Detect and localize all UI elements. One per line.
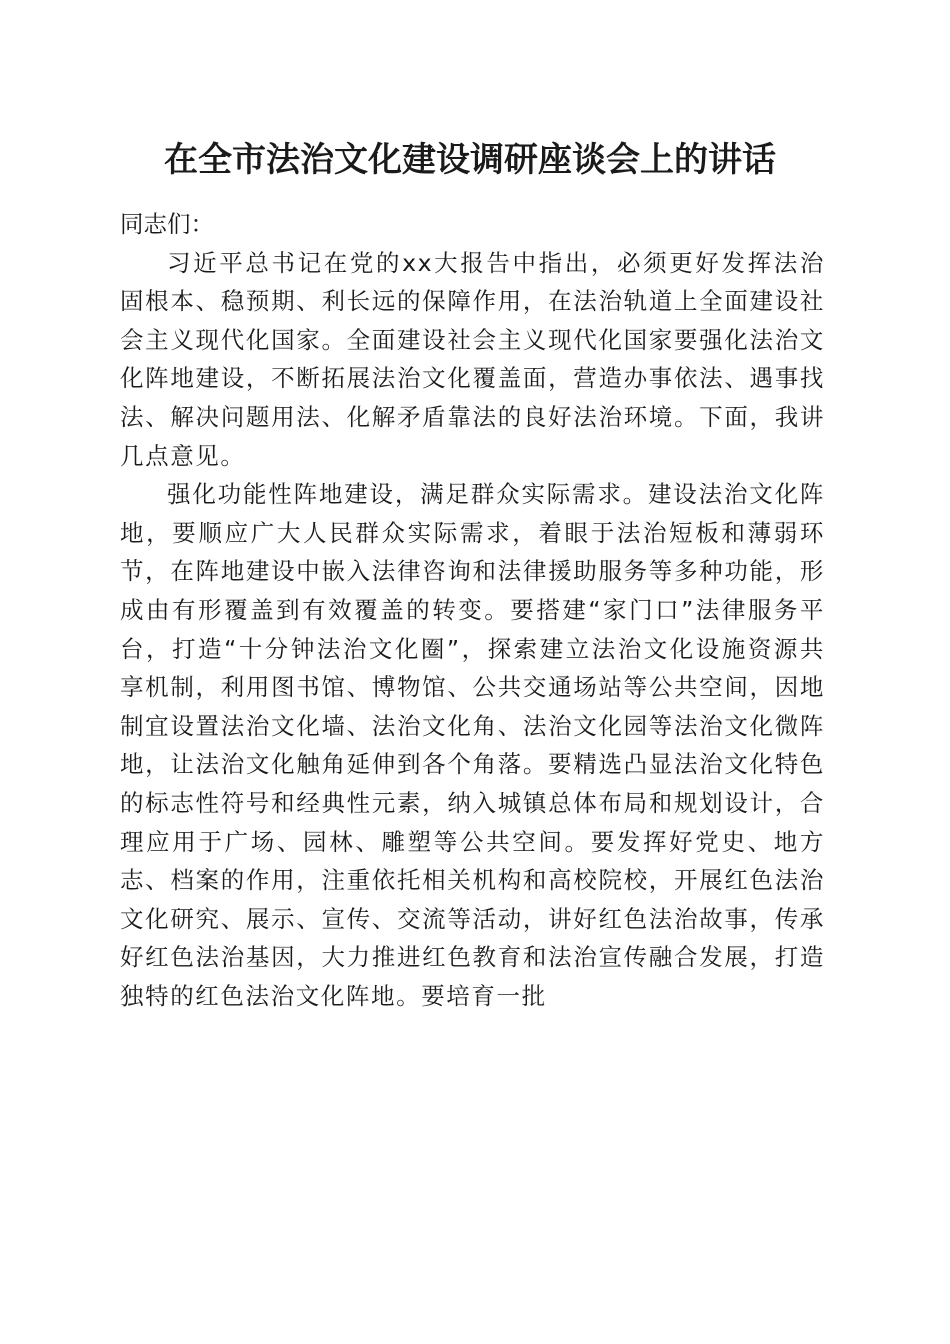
document-body xyxy=(120,205,825,1015)
salutation: 同志们： xyxy=(120,210,214,238)
paragraph: 强化功能性阵地建设，满足群众实际需求。建设法治文化阵地，要顺应广大人民群众实际需求，着眼于法治短板和薄弱环节，在阵地建设中嵌入法律咨询和法律援助服务等多种功能，形成由有形覆盖到有效覆盖的转变。要搭建“家门口”法律服务平台，打造“十分钟法治文化圈”，探索建立法治文化设施资源共享机制，利用图书馆、博物馆、公共交通场站等公共空间，因地制宜设置法治文化墙、法治文化角、法治文化园等法治文化微阵地，让法治文化触角延伸到各个角落。要精选凸显法治文化特色的标志性符号和经典性元素，纳入城镇总体布局和规划设计，合理应用于广场、园林、雕塑等公共空间。要发挥好党史、地方志、档案的作用，注重依托相关机构和高校院校，开展红色法治文化研究、展示、宣传、交流等活动，讲好红色法治故事，传承好红色法治基因，大力推进红色教育和法治宣传融合发展，打造独特的红色法治文化阵地。要培育一批 xyxy=(120,480,825,1010)
document-title: 在全市法治文化建设调研座谈会上的讲话 xyxy=(164,140,776,180)
paragraph: 习近平总书记在党的xx大报告中指出，必须更好发挥法治固根本、稳预期、利长远的保障作用，在法治轨道上全面建设社会主义现代化国家。全面建设社会主义现代化国家要强化法治文化阵地建设，不断拓展法治文化覆盖面，营造办事依法、遇事找法、解决问题用法、化解矛盾靠法的良好法治环境。下面，我讲几点意见。 xyxy=(120,248,825,470)
